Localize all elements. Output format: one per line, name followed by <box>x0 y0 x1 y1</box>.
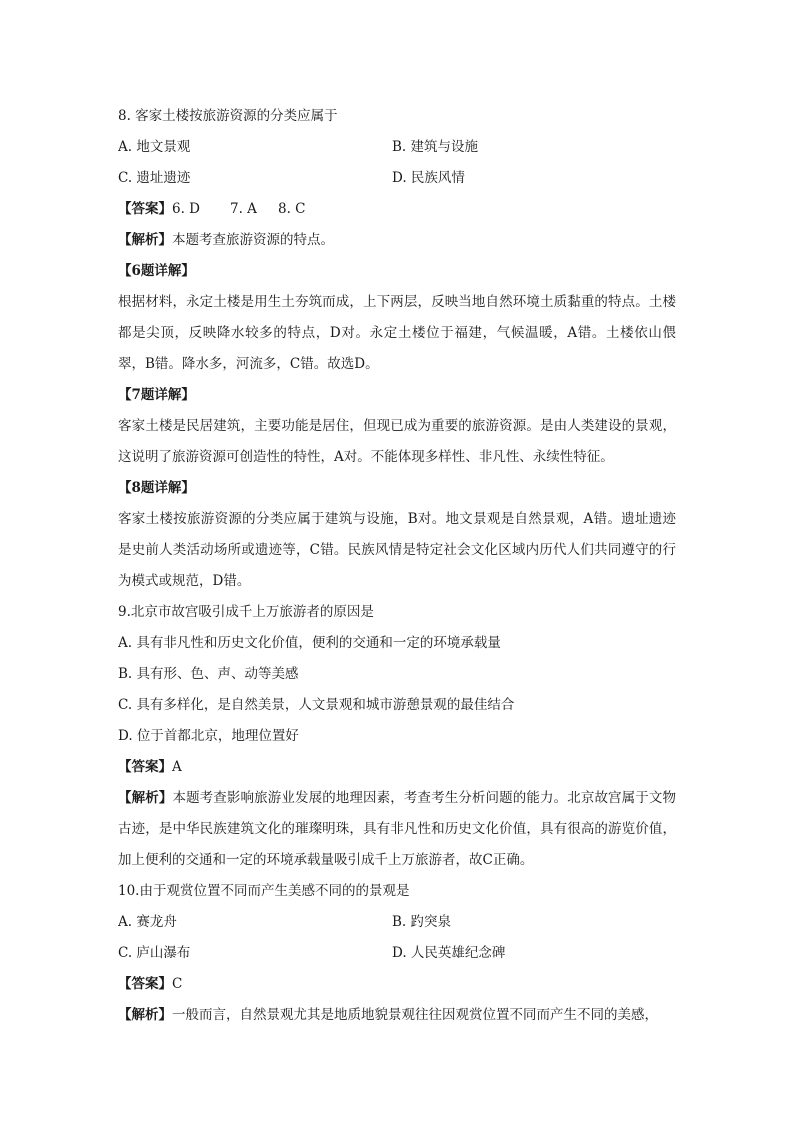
analysis-9 <box>118 783 676 876</box>
answer-10 <box>118 969 676 1000</box>
answer-tag: 【答案】 <box>118 759 172 775</box>
option-9c: C. 具有多样化，是自然美景，人文景观和城市游憩景观的最佳结合 <box>118 697 515 713</box>
option-8d: D. 民族风情 <box>392 170 465 186</box>
option-9b: B. 具有形、色、声、动等美感 <box>118 666 299 682</box>
question-9-stem: 9.北京市故宫吸引成千上万旅游者的原因是 <box>118 604 374 620</box>
option-9d: D. 位于首都北京，地理位置好 <box>118 728 299 744</box>
option-8c: C. 遗址遗迹 <box>118 170 191 186</box>
analysis-tag: 【解析】 <box>118 1007 172 1023</box>
answer-tag: 【答案】 <box>118 201 172 217</box>
answer-6-8 <box>118 194 676 225</box>
answer-10-value: C <box>172 976 183 992</box>
answer-8: 8. C <box>278 201 306 217</box>
analysis-10 <box>118 1000 676 1031</box>
detail-7-heading: 【7题详解】 <box>118 387 195 403</box>
question-8-stem: 8. 客家土楼按旅游资源的分类应属于 <box>118 108 338 124</box>
option-10b: B. 趵突泉 <box>392 914 452 930</box>
analysis-6-8 <box>118 225 676 256</box>
detail-6-text: 根据材料，永定土楼是用生土夯筑而成，上下两层，反映当地自然环境土质黏重的特点。土楼都是尖顶，反映降水较多的特点，D对。永定土楼位于福建，气候温暖，A错。土楼依山偎翠，B错。降水多，河流多，C错。故选D。 <box>118 294 676 372</box>
detail-7-text: 客家土楼是民居建筑，主要功能是居住，但现已成为重要的旅游资源。是由人类建设的景观，这说明了旅游资源可创造性的特性，A对。不能体现多样性、非凡性、永续性特征。 <box>118 418 676 465</box>
answer-6: 6. D <box>172 201 200 217</box>
option-10a: A. 赛龙舟 <box>118 914 177 930</box>
analysis-tag: 【解析】 <box>118 232 172 248</box>
question-8-options-row-2 <box>118 163 676 194</box>
analysis-9-text: 本题考查影响旅游业发展的地理因素，考查考生分析问题的能力。北京故宫属于文物古迹，是中华民族建筑文化的璀璨明珠，具有非凡性和历史文化价值，具有很高的游览价值，加上便利的交通和一定的环境承载量吸引成千上万旅游者，故C正确。 <box>118 790 677 868</box>
answer-9-value: A <box>172 759 182 775</box>
analysis-10-text: 一般而言，自然景观尤其是地质地貌景观往往因观赏位置不同而产生不同的美感， <box>172 1007 658 1023</box>
answer-7: 7. A <box>230 201 257 217</box>
detail-8-heading: 【8题详解】 <box>118 480 195 496</box>
option-8a: A. 地文景观 <box>118 139 191 155</box>
question-10-options-row-1 <box>118 907 676 938</box>
detail-8-text: 客家土楼按旅游资源的分类应属于建筑与设施，B对。地文景观是自然景观，A错。遗址遗迹是史前人类活动场所或遗迹等，C错。民族风情是特定社会文化区域内历代人们共同遵守的行为模式或规范，D错。 <box>118 511 676 589</box>
question-10-options-row-2 <box>118 938 676 969</box>
analysis-tag: 【解析】 <box>118 790 173 806</box>
analysis-text: 本题考查旅游资源的特点。 <box>172 232 334 248</box>
option-10d: D. 人民英雄纪念碑 <box>392 945 506 961</box>
detail-6-heading: 【6题详解】 <box>118 263 195 279</box>
question-8-options-row-1 <box>118 132 676 163</box>
question-10-stem: 10.由于观赏位置不同而产生美感不同的的景观是 <box>118 883 410 899</box>
option-9a: A. 具有非凡性和历史文化价值，便利的交通和一定的环境承载量 <box>118 635 501 651</box>
document-content <box>118 101 676 1031</box>
answer-9 <box>118 752 676 783</box>
answer-tag: 【答案】 <box>118 976 172 992</box>
option-8b: B. 建筑与设施 <box>392 139 479 155</box>
option-10c: C. 庐山瀑布 <box>118 945 191 961</box>
